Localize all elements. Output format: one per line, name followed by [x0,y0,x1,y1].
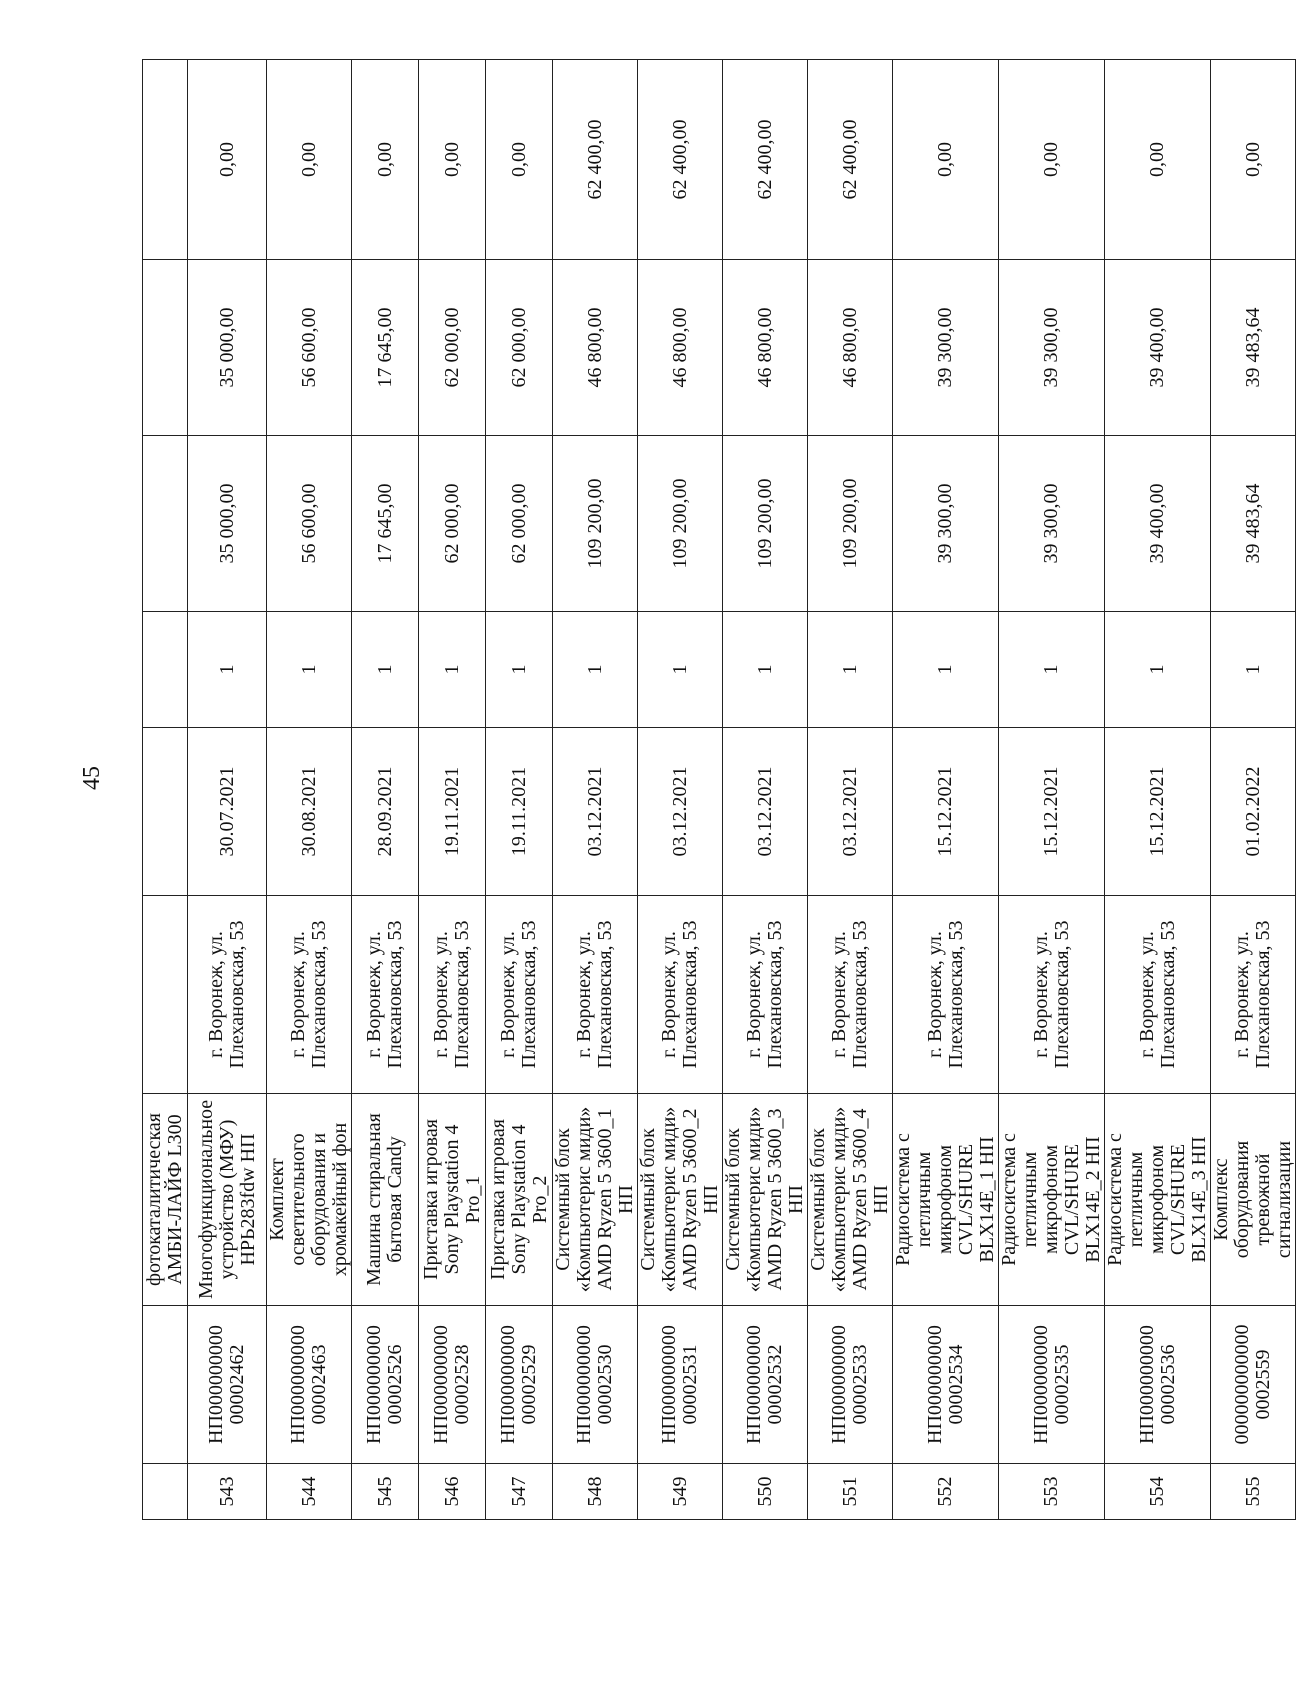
cell-name: Комплект осветительного оборудования и хромакейный фон [267,1094,352,1306]
table-row [723,60,808,1520]
cell-qty: 1 [267,612,352,728]
cell-qty: 1 [723,612,808,728]
cell-address: г. Воронеж, ул. Плехановская, 53 [893,896,999,1094]
cell-cost [143,436,188,612]
cell-address: г. Воронеж, ул. Плехановская, 53 [267,896,352,1094]
table-row [1211,60,1296,1520]
cell-num: 554 [1105,1464,1211,1520]
cell-num: 547 [486,1464,553,1520]
cell-cost: 35 000,00 [188,436,267,612]
cell-num: 552 [893,1464,999,1520]
cell-book: 46 800,00 [808,260,893,436]
cell-cost: 109 200,00 [638,436,723,612]
cell-code [143,1306,188,1464]
cell-qty: 1 [808,612,893,728]
cell-code: НП000000000 00002535 [999,1306,1105,1464]
cell-address: г. Воронеж, ул. Плехановская, 53 [638,896,723,1094]
cell-residual: 0,00 [267,60,352,260]
continuation-row [143,60,188,1520]
cell-address: г. Воронеж, ул. Плехановская, 53 [352,896,419,1094]
cell-cost: 109 200,00 [808,436,893,612]
cell-code: НП000000000 00002462 [188,1306,267,1464]
table-row [553,60,638,1520]
cell-residual: 62 400,00 [638,60,723,260]
cell-date: 03.12.2021 [808,728,893,896]
cell-name: Многофункциональное устройство (МФУ) HPЬ283fdw НП [188,1094,267,1306]
page-number: 45 [79,766,105,790]
cell-residual: 0,00 [1105,60,1211,260]
cell-residual: 0,00 [419,60,486,260]
cell-book: 39 300,00 [999,260,1105,436]
cell-num: 543 [188,1464,267,1520]
cell-cost: 39 400,00 [1105,436,1211,612]
cell-date [143,728,188,896]
cell-qty: 1 [188,612,267,728]
cell-book: 35 000,00 [188,260,267,436]
cell-code: НП000000000 00002526 [352,1306,419,1464]
cell-date: 03.12.2021 [638,728,723,896]
cell-qty: 1 [999,612,1105,728]
cell-name: Приставка игровая Sony Playstation 4 Pro_2 [486,1094,553,1306]
cell-name: Комплекс оборудования тревожной сигнализации [1211,1094,1296,1306]
cell-date: 30.07.2021 [188,728,267,896]
cell-date: 03.12.2021 [723,728,808,896]
cell-date: 30.08.2021 [267,728,352,896]
cell-code: НП000000000 00002532 [723,1306,808,1464]
rotated-table-container [142,60,1295,1520]
cell-residual: 0,00 [486,60,553,260]
cell-name: фотокаталитическая АМБИ-ЛАЙФ L300 [143,1094,188,1306]
cell-residual: 0,00 [1211,60,1296,260]
cell-address: г. Воронеж, ул. Плехановская, 53 [808,896,893,1094]
cell-name: Радиосистема с петличным микрофоном CVL/SHURE BLX14E_2 НП [999,1094,1105,1306]
cell-book: 39 400,00 [1105,260,1211,436]
cell-name: Системный блок «Компьютерис миди» AMD Ryzen 5 3600_1 НП [553,1094,638,1306]
cell-cost: 109 200,00 [553,436,638,612]
cell-book: 39 300,00 [893,260,999,436]
cell-num: 553 [999,1464,1105,1520]
table-row [808,60,893,1520]
cell-name: Системный блок «Компьютерис миди» AMD Ryzen 5 3600_4 НП [808,1094,893,1306]
cell-cost: 39 483,64 [1211,436,1296,612]
cell-code: НП000000000 00002463 [267,1306,352,1464]
cell-residual: 0,00 [188,60,267,260]
cell-num: 550 [723,1464,808,1520]
table-body [143,60,1296,1520]
cell-qty [143,612,188,728]
cell-date: 03.12.2021 [553,728,638,896]
cell-residual: 0,00 [999,60,1105,260]
cell-num: 546 [419,1464,486,1520]
cell-code: НП000000000 00002536 [1105,1306,1211,1464]
cell-name: Машина стиральная бытовая Candy [352,1094,419,1306]
cell-name: Приставка игровая Sony Playstation 4 Pro_1 [419,1094,486,1306]
cell-book [143,260,188,436]
table-row [419,60,486,1520]
cell-num [143,1464,188,1520]
cell-date: 19.11.2021 [486,728,553,896]
cell-book: 62 000,00 [486,260,553,436]
cell-qty: 1 [553,612,638,728]
cell-address: г. Воронеж, ул. Плехановская, 53 [486,896,553,1094]
table-row [1105,60,1211,1520]
cell-name: Системный блок «Компьютерис миди» AMD Ryzen 5 3600_2 НП [638,1094,723,1306]
cell-num: 549 [638,1464,723,1520]
cell-cost: 56 600,00 [267,436,352,612]
cell-residual: 0,00 [352,60,419,260]
table-row [188,60,267,1520]
cell-book: 62 000,00 [419,260,486,436]
cell-cost: 62 000,00 [419,436,486,612]
cell-qty: 1 [638,612,723,728]
table-row [486,60,553,1520]
cell-address: г. Воронеж, ул. Плехановская, 53 [1211,896,1296,1094]
cell-code: НП000000000 00002529 [486,1306,553,1464]
cell-num: 544 [267,1464,352,1520]
cell-residual [143,60,188,260]
cell-date: 28.09.2021 [352,728,419,896]
cell-name: Радиосистема с петличным микрофоном CVL/SHURE BLX14E_1 НП [893,1094,999,1306]
cell-date: 15.12.2021 [999,728,1105,896]
cell-book: 46 800,00 [638,260,723,436]
cell-num: 548 [553,1464,638,1520]
table-row [893,60,999,1520]
cell-address: г. Воронеж, ул. Плехановская, 53 [999,896,1105,1094]
cell-date: 01.02.2022 [1211,728,1296,896]
cell-address: г. Воронеж, ул. Плехановская, 53 [419,896,486,1094]
cell-num: 545 [352,1464,419,1520]
cell-residual: 62 400,00 [723,60,808,260]
cell-cost: 17 645,00 [352,436,419,612]
cell-date: 15.12.2021 [1105,728,1211,896]
cell-qty: 1 [419,612,486,728]
cell-qty: 1 [893,612,999,728]
cell-address: г. Воронеж, ул. Плехановская, 53 [723,896,808,1094]
cell-qty: 1 [352,612,419,728]
cell-residual: 0,00 [893,60,999,260]
cell-cost: 62 000,00 [486,436,553,612]
cell-code: НП000000000 00002534 [893,1306,999,1464]
cell-cost: 109 200,00 [723,436,808,612]
cell-book: 46 800,00 [723,260,808,436]
table-row [999,60,1105,1520]
cell-date: 15.12.2021 [893,728,999,896]
cell-code: 000000000000 0002559 [1211,1306,1296,1464]
cell-date: 19.11.2021 [419,728,486,896]
table-row [267,60,352,1520]
cell-code: НП000000000 00002531 [638,1306,723,1464]
cell-qty: 1 [1211,612,1296,728]
cell-book: 17 645,00 [352,260,419,436]
cell-code: НП000000000 00002528 [419,1306,486,1464]
table-row [352,60,419,1520]
cell-address: г. Воронеж, ул. Плехановская, 53 [1105,896,1211,1094]
cell-cost: 39 300,00 [999,436,1105,612]
cell-residual: 62 400,00 [808,60,893,260]
assets-table [142,59,1296,1520]
cell-address: г. Воронеж, ул. Плехановская, 53 [188,896,267,1094]
cell-book: 39 483,64 [1211,260,1296,436]
cell-book: 56 600,00 [267,260,352,436]
cell-qty: 1 [1105,612,1211,728]
cell-cost: 39 300,00 [893,436,999,612]
cell-code: НП000000000 00002533 [808,1306,893,1464]
cell-num: 555 [1211,1464,1296,1520]
cell-code: НП000000000 00002530 [553,1306,638,1464]
cell-book: 46 800,00 [553,260,638,436]
cell-qty: 1 [486,612,553,728]
table-row [638,60,723,1520]
cell-address [143,896,188,1094]
cell-num: 551 [808,1464,893,1520]
cell-address: г. Воронеж, ул. Плехановская, 53 [553,896,638,1094]
cell-name: Радиосистема с петличным микрофоном CVL/SHURE BLX14E_3 НП [1105,1094,1211,1306]
cell-residual: 62 400,00 [553,60,638,260]
cell-name: Системный блок «Компьютерис миди» AMD Ryzen 5 3600_3 НП [723,1094,808,1306]
